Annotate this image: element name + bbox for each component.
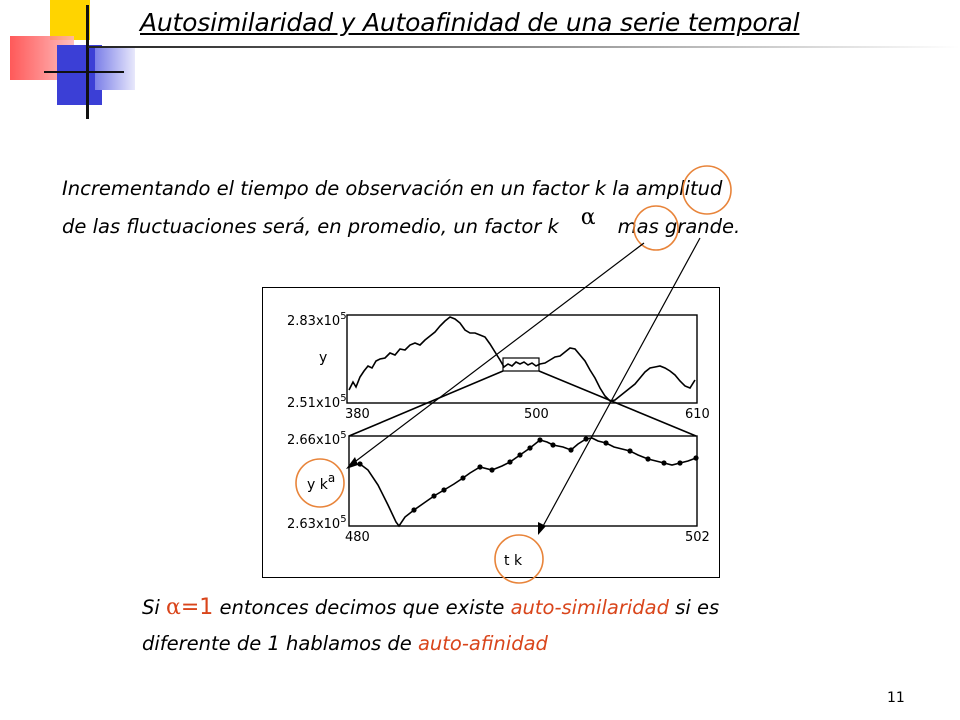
body-text-line-2-start: de las fluctuaciones será, en promedio, un factor k bbox=[62, 215, 559, 238]
bottom-series-markers bbox=[357, 436, 698, 512]
k-highlight-circle bbox=[683, 166, 731, 214]
conclusion-alpha: α bbox=[166, 595, 181, 620]
top-y-axis-label: y bbox=[319, 350, 328, 366]
top-panel-frame bbox=[347, 315, 697, 403]
body-text-line-2-end: mas grande. bbox=[617, 215, 741, 238]
conclusion-line-1 bbox=[142, 595, 719, 620]
top-x-tick-380: 380 bbox=[345, 407, 370, 422]
yk-annotation: y ka bbox=[307, 471, 336, 493]
top-series-line bbox=[349, 317, 695, 401]
bottom-x-tick-480: 480 bbox=[345, 530, 370, 545]
conclusion-line-2 bbox=[142, 632, 548, 655]
bottom-series-line bbox=[360, 438, 696, 526]
conclusion-middle: entonces decimos que existe bbox=[219, 596, 505, 619]
page-number: 11 bbox=[887, 690, 905, 706]
conclusion-line-2-start: diferente de 1 hablamos de bbox=[142, 632, 412, 655]
slide-title: Autosimilaridad y Autoafinidad de una serie temporal bbox=[140, 8, 800, 37]
top-y-min-label: $2.51x10^5$ bbox=[287, 393, 347, 411]
body-text-line-1: Incrementando el tiempo de observación en un factor k la amplitud bbox=[62, 177, 723, 200]
top-y-max-label: $2.83x10^5$ bbox=[287, 311, 347, 329]
tk-annotation: t k bbox=[504, 553, 523, 569]
arrow-alpha-to-yk-head bbox=[346, 457, 358, 469]
alpha-highlight-circle bbox=[634, 206, 678, 250]
bottom-y-max-label: $2.66x10^5$ bbox=[287, 430, 347, 448]
bottom-x-tick-502: 502 bbox=[685, 530, 710, 545]
term-auto-similaridad: auto-similaridad bbox=[510, 596, 669, 619]
arrow-k-to-tk bbox=[542, 238, 700, 528]
conclusion-si: Si bbox=[142, 596, 160, 619]
alpha-exponent: α bbox=[580, 205, 596, 230]
conclusion-equals-one: =1 bbox=[180, 595, 214, 620]
conclusion-line-1-end: si es bbox=[675, 596, 720, 619]
bottom-y-min-label: $2.63x10^5$ bbox=[287, 514, 347, 532]
top-x-tick-610: 610 bbox=[685, 407, 710, 422]
bottom-panel-frame bbox=[349, 436, 697, 526]
top-x-tick-500: 500 bbox=[524, 407, 549, 422]
term-auto-afinidad: auto-afinidad bbox=[417, 632, 548, 655]
